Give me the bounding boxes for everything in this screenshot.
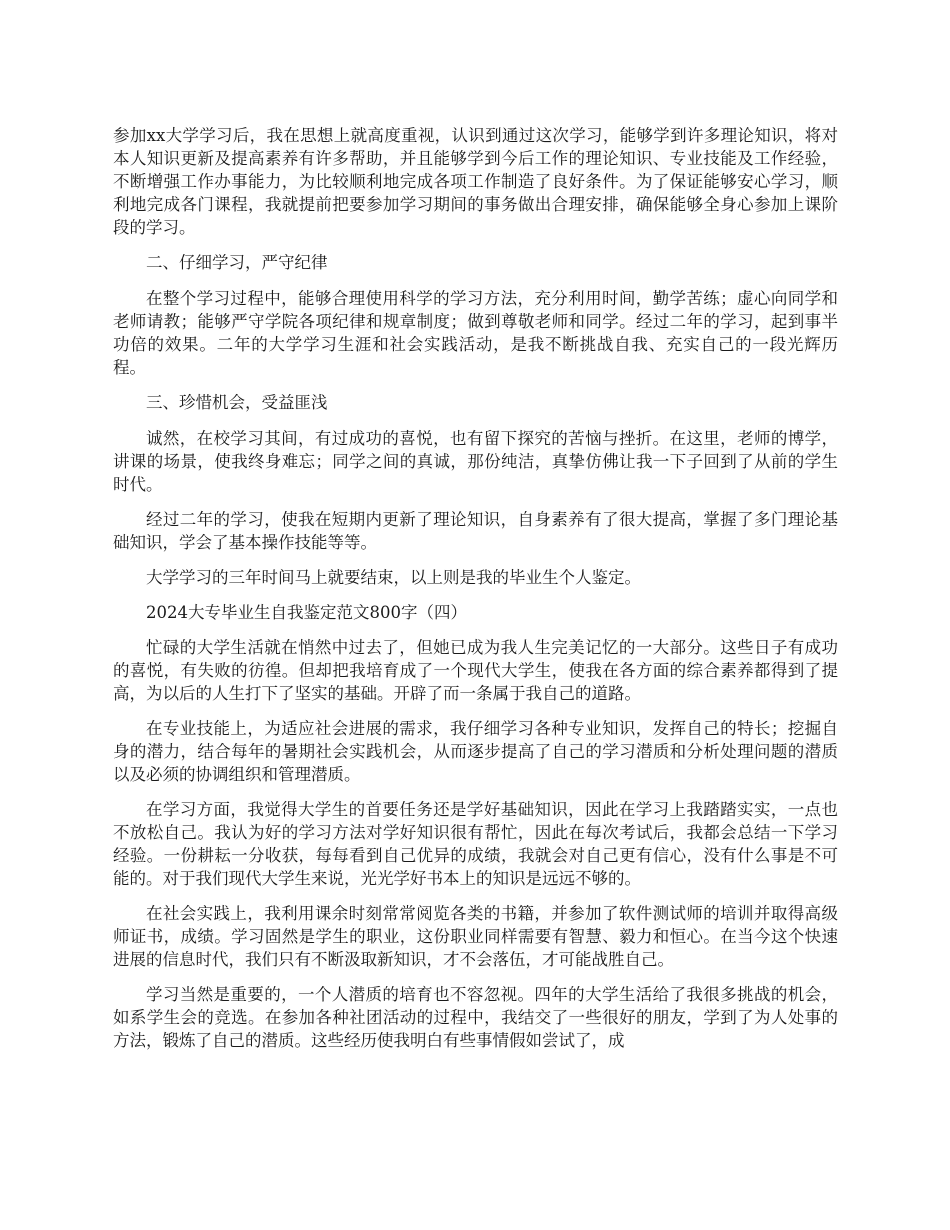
paragraph: 在整个学习过程中，能够合理使用科学的学习方法，充分利用时间，勤学苦练；虚心向同学和老师请教；能够严守学院各项纪律和规章制度；做到尊敬老师和同学。经过二年的学习，起到事半功倍的效果。二年的大学学习生涯和社会实践活动，是我不断挑战自我、充实自己的一段光辉历程。: [113, 289, 838, 377]
article-title: 2024大专毕业生自我鉴定范文800字（四）: [146, 603, 467, 622]
paragraph: 在专业技能上，为适应社会进展的需求，我仔细学习各种专业知识，发挥自己的特长；挖掘自身的潜力，结合每年的暑期社会实践机会，从而逐步提高了自己的学习潜质和分析处理问题的潜质以及必须的协调组织和管理潜质。: [113, 719, 838, 784]
paragraph: 经过二年的学习，使我在短期内更新了理论知识，自身素养有了很大提高，掌握了多门理论基础知识，学会了基本操作技能等等。: [113, 510, 838, 552]
paragraph: 在学习方面，我觉得大学生的首要任务还是学好基础知识，因此在学习上我踏踏实实，一点也不放松自己。我认为好的学习方法对学好知识很有帮忙，因此在每次考试后，我都会总结一下学习经验。一份耕耘一分收获，每每看到自己优异的成绩，我就会对自己更有信心，没有什么事是不可能的。对于我们现代大学生来说，光光学好书本上的知识是远远不够的。: [113, 800, 838, 888]
paragraph: 学习当然是重要的，一个人潜质的培育也不容忽视。四年的大学生活给了我很多挑战的机会，如系学生会的竞选。在参加各种社团活动的过程中，我结交了一些很好的朋友，学到了为人处事的方法，锻炼了自己的潜质。这些经历使我明白有些事情假如尝试了，成: [113, 985, 838, 1050]
document-page: [113, 124, 838, 1064]
paragraph: 在社会实践上，我利用课余时刻常常阅览各类的书籍，并参加了软件测试师的培训并取得高级师证书，成绩。学习固然是学生的职业，这份职业同样需要有智慧、毅力和恒心。在当今这个快速进展的信息时代，我们只有不断汲取新知识，才不会落伍，才可能战胜自己。: [113, 904, 838, 969]
paragraph: 忙碌的大学生活就在悄然中过去了，但她已成为我人生完美记忆的一大部分。这些日子有成功的喜悦，有失败的彷徨。但却把我培育成了一个现代大学生，使我在各方面的综合素养都得到了提高，为以后的人生打下了坚实的基础。开辟了而一条属于我自己的道路。: [113, 638, 838, 703]
paragraph-intro: 参加xx大学学习后，我在思想上就高度重视，认识到通过这次学习，能够学到许多理论知识，将对本人知识更新及提高素养有许多帮助，并且能够学到今后工作的理论知识、专业技能及工作经验，不断增强工作办事能力，为比较顺利地完成各项工作制造了良好条件。为了保证能够安心学习，顺利地完成各门课程，我就提前把要参加学习期间的事务做出合理安排，确保能够全身心参加上课阶段的学习。: [113, 126, 838, 237]
paragraph: 大学学习的三年时间马上就要结束，以上则是我的毕业生个人鉴定。: [146, 568, 641, 587]
paragraph: 诚然，在校学习其间，有过成功的喜悦，也有留下探究的苦恼与挫折。在这里，老师的博学，讲课的场景，使我终身难忘；同学之间的真诚，那份纯洁，真挚仿佛让我一下子回到了从前的学生时代。: [113, 429, 838, 494]
section-heading-3: 三、珍惜机会，受益匪浅: [146, 393, 328, 412]
section-heading-2: 二、仔细学习，严守纪律: [146, 253, 328, 272]
